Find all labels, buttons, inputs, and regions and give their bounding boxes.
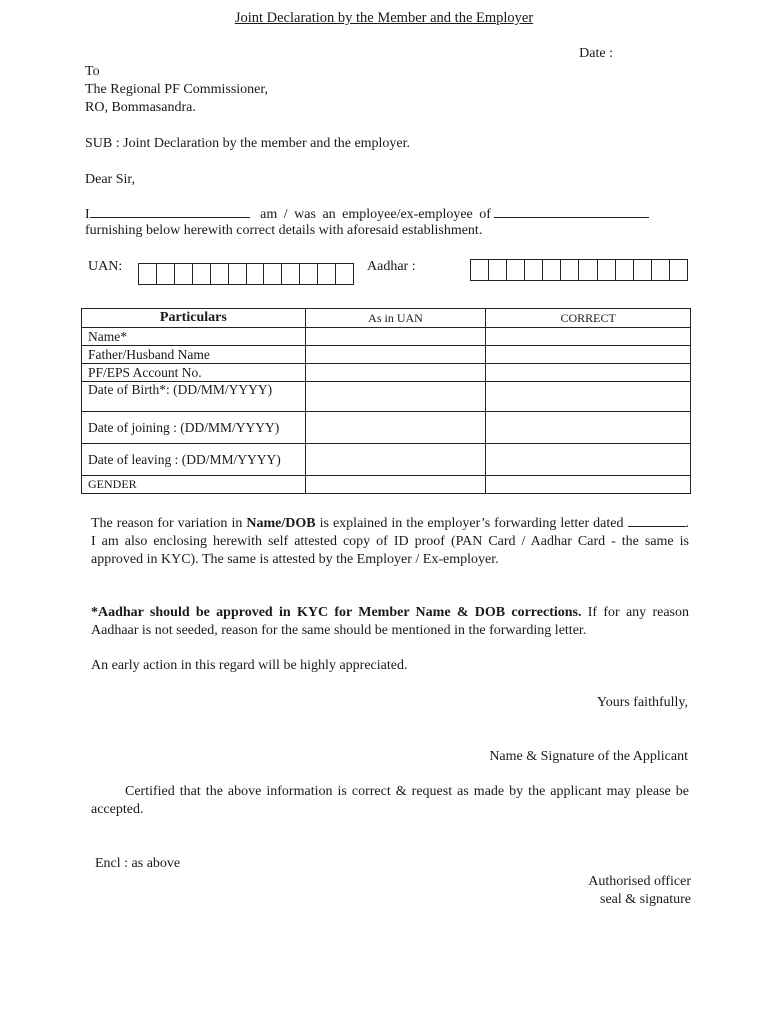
digit-box[interactable] <box>525 260 543 280</box>
table-row <box>82 346 691 364</box>
digit-box[interactable] <box>652 260 670 280</box>
reason-text-2: is explained in the employer’s forwarding letter dated <box>315 516 624 531</box>
row-label-dol: Date of leaving : (DD/MM/YYYY) <box>82 444 306 476</box>
early-action-line: An early action in this regard will be highly appreciated. <box>91 658 408 673</box>
particulars-table <box>81 308 691 494</box>
document-title: Joint Declaration by the Member and the Employer <box>234 10 534 26</box>
seal-signature: seal & signature <box>600 892 691 907</box>
digit-box[interactable] <box>598 260 616 280</box>
declaration-middle: am / was an employee/ex-employee of <box>260 207 491 222</box>
digit-box[interactable] <box>264 264 282 284</box>
header-as-in-uan: As in UAN <box>305 309 486 328</box>
row-label-doj: Date of joining : (DD/MM/YYYY) <box>82 412 306 444</box>
table-row <box>82 364 691 382</box>
salutation: Dear Sir, <box>85 172 135 187</box>
closing: Yours faithfully, <box>596 695 688 710</box>
digit-box[interactable] <box>229 264 247 284</box>
digit-box[interactable] <box>318 264 336 284</box>
digit-box[interactable] <box>282 264 300 284</box>
cell-uan[interactable] <box>305 346 486 364</box>
digit-box[interactable] <box>211 264 229 284</box>
member-name-blank[interactable] <box>90 205 250 218</box>
kyc-note-bold: *Aadhar should be approved in KYC for Member Name & DOB corrections. <box>91 605 582 620</box>
cell-correct[interactable] <box>486 382 691 412</box>
digit-box[interactable] <box>300 264 318 284</box>
digit-box[interactable] <box>193 264 211 284</box>
applicant-signature-label: Name & Signature of the Applicant <box>489 749 688 764</box>
cell-correct[interactable] <box>486 476 691 494</box>
digit-box[interactable] <box>139 264 157 284</box>
cell-uan[interactable] <box>305 328 486 346</box>
digit-box[interactable] <box>543 260 561 280</box>
cell-correct[interactable] <box>486 328 691 346</box>
address-line-1: The Regional PF Commissioner, <box>85 82 268 97</box>
declaration-prefix: I <box>85 207 90 222</box>
digit-box[interactable] <box>489 260 507 280</box>
enclosure: Encl : as above <box>95 856 181 871</box>
kyc-note-rest: If for any reason Aadhaar is not seeded, reason for the same should be mentioned in the forwarding letter. <box>91 605 689 638</box>
reason-bold: Name/DOB <box>246 516 316 531</box>
header-correct: CORRECT <box>486 309 691 328</box>
table-row <box>82 382 691 412</box>
authorised-officer: Authorised officer <box>588 874 691 889</box>
digit-box[interactable] <box>507 260 525 280</box>
cell-uan[interactable] <box>305 412 486 444</box>
row-label-father: Father/Husband Name <box>82 346 306 364</box>
aadhar-label: Aadhar : <box>367 259 416 274</box>
digit-box[interactable] <box>634 260 652 280</box>
subject-line: SUB : Joint Declaration by the member and the employer. <box>85 136 411 151</box>
reason-text-1: The reason for variation in <box>91 516 247 531</box>
reason-paragraph <box>91 514 689 569</box>
row-label-gender: GENDER <box>82 476 306 494</box>
cell-correct[interactable] <box>486 444 691 476</box>
declaration-line-2: furnishing below herewith correct details with aforesaid establishment. <box>85 223 483 238</box>
cell-uan[interactable] <box>305 476 486 494</box>
table-row <box>82 444 691 476</box>
row-label-dob: Date of Birth*: (DD/MM/YYYY) <box>82 382 306 412</box>
cell-uan[interactable] <box>305 382 486 412</box>
cell-uan[interactable] <box>305 444 486 476</box>
address-to: To <box>85 64 100 79</box>
digit-box[interactable] <box>670 260 687 280</box>
header-particulars: Particulars <box>82 309 306 328</box>
uan-label: UAN: <box>88 259 123 274</box>
cell-correct[interactable] <box>486 364 691 382</box>
digit-box[interactable] <box>336 264 353 284</box>
cell-uan[interactable] <box>305 364 486 382</box>
reason-text-3: . I am also enclosing herewith self attested copy of ID proof (PAN Card / Aadhar Card - the same is approved in KYC). The same is attested by the Employer / Ex-employer. <box>91 516 690 567</box>
digit-box[interactable] <box>157 264 175 284</box>
table-row <box>82 328 691 346</box>
establishment-blank[interactable] <box>494 205 649 218</box>
table-row <box>82 412 691 444</box>
certified-paragraph: Certified that the above information is correct & request as made by the applicant may please be accepted. <box>91 784 689 817</box>
table-header-row <box>82 309 691 328</box>
digit-box[interactable] <box>175 264 193 284</box>
letter-date-blank[interactable] <box>628 514 686 527</box>
digit-box[interactable] <box>247 264 265 284</box>
aadhar-boxes[interactable] <box>470 259 688 281</box>
digit-box[interactable] <box>616 260 634 280</box>
address-line-2: RO, Bommasandra. <box>85 100 196 115</box>
digit-box[interactable] <box>579 260 597 280</box>
digit-box[interactable] <box>471 260 489 280</box>
row-label-name: Name* <box>82 328 306 346</box>
kyc-note <box>91 604 689 640</box>
cell-correct[interactable] <box>486 346 691 364</box>
uan-boxes[interactable] <box>138 263 354 285</box>
row-label-pf-account: PF/EPS Account No. <box>82 364 306 382</box>
date-label: Date : <box>579 46 613 61</box>
digit-box[interactable] <box>561 260 579 280</box>
table-row <box>82 476 691 494</box>
cell-correct[interactable] <box>486 412 691 444</box>
